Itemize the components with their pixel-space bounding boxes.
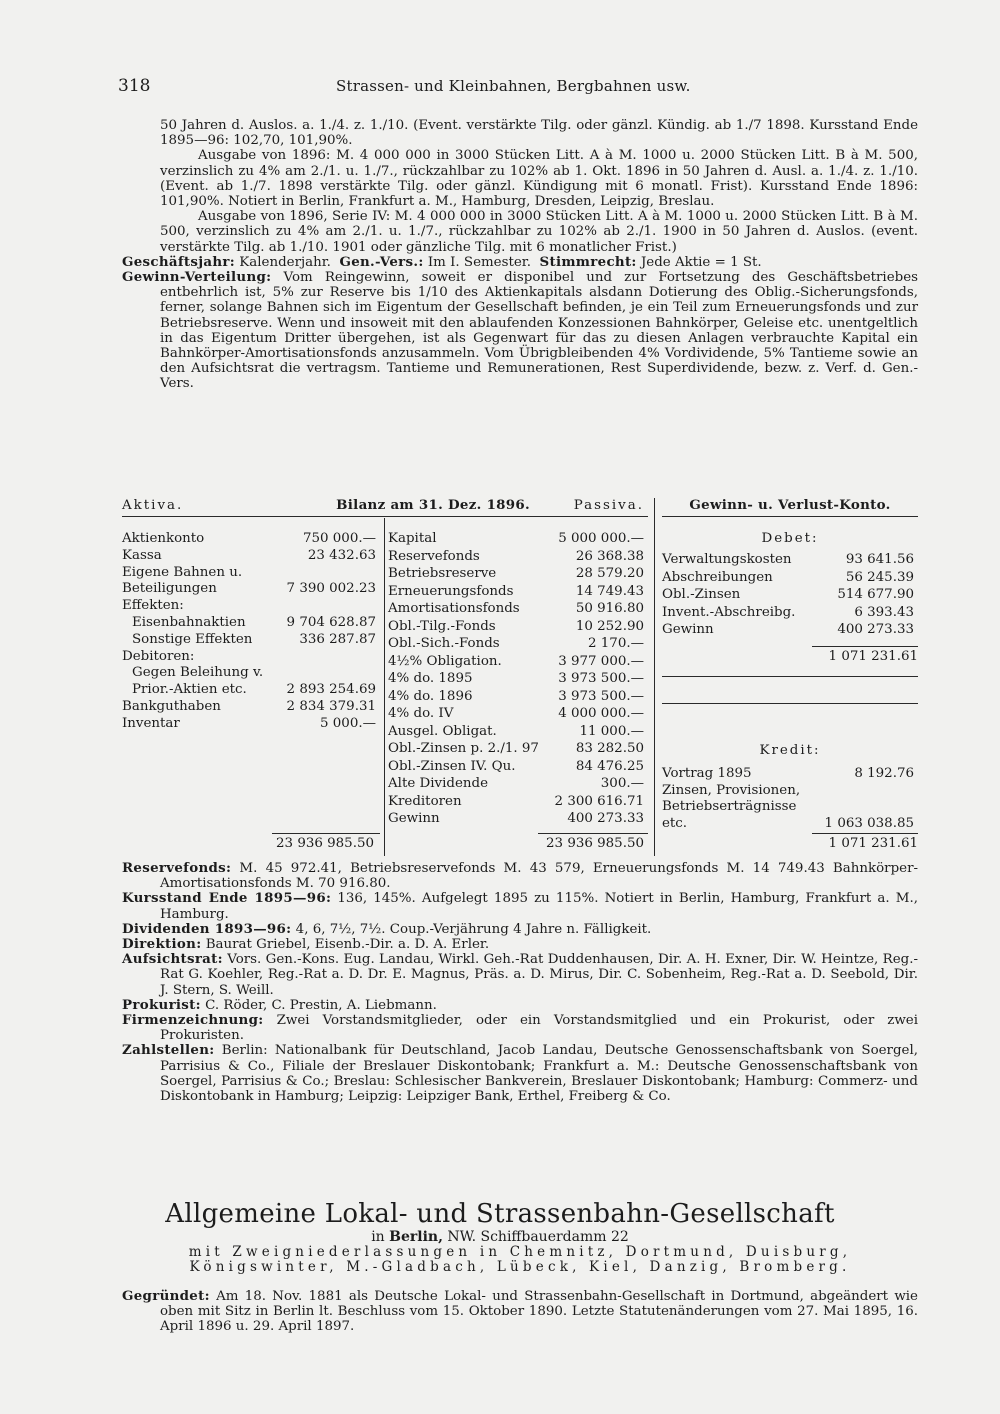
debet-label: Invent.-Abschreibg. — [662, 604, 796, 620]
aktiva-label: Sonstige Effekten — [132, 631, 253, 647]
kredit-label: Zinsen, Provisionen, — [662, 782, 801, 798]
passiva-label: 4½% Obligation. — [388, 653, 502, 669]
debet-label: Verwaltungskosten — [662, 552, 792, 567]
kredit-label: Betriebserträgnisse — [662, 799, 797, 814]
detail-paragraph — [122, 1013, 918, 1043]
bond-issues-section — [122, 118, 918, 392]
aktiva-value: 2 834 379.31 — [286, 699, 376, 714]
company-title: Allgemeine Lokal- und Strassenbahn-Gesellschaft — [165, 1199, 835, 1229]
detail-text: 4, 6, 7½, 7½. Coup.-Verjährung 4 Jahre n. Fälligkeit. — [295, 921, 652, 937]
detail-label: Reservefonds: — [122, 860, 232, 876]
passiva-value: 50 916.80 — [575, 601, 644, 616]
passiva-label: Amortisationsfonds — [388, 601, 520, 616]
kredit-row — [662, 816, 918, 832]
passiva-value: 3 973 500.— — [558, 688, 644, 704]
detail-label: Aufsichtsrat: — [122, 951, 223, 968]
aktiva-value: 7 390 002.23 — [286, 581, 376, 597]
aktiva-label: Prior.-Aktien etc. — [132, 682, 247, 698]
debet-value: 56 245.39 — [845, 569, 914, 585]
geschaeftsjahr-line — [122, 255, 918, 270]
gewinn-verteilung-text: Vom Reingewinn, soweit er disponibel und zur Fortsetzung des Geschäftsbetriebes entbehrlich ist, 5% zur Reserve bis 1/10 des Aktienkapitals alsdann Dotierung des Oblig.-Sicherungsfonds, ferner, solange Bahnen sich im Eigentum der Gesellschaft befinden, je ein Teil zum Erneuerungsfonds und zur Betriebsreserve. Wenn und insoweit mit den ablaufenden Konzessionen Bahnkörper, Geleise etc. unentgeltlich in das Eigentum Dritter übergehen, ist als Gegenwart für das zu diesen Anlagen verbrauchte Kapital ein Bahnkörper-Amortisationsfonds anzusammeln. Vom Übrigbleibenden 4% Vordividende, 5% Tantieme sowie an den Aufsichtsrat die vertragsm. Tantieme und Remunerationen, Rest Superdividende, bezw. z. Verf. d. Gen.-Vers. — [160, 270, 918, 392]
passiva-row — [388, 706, 648, 722]
detail-paragraph — [122, 937, 918, 952]
aktiva-row — [122, 581, 380, 597]
passiva-label: 4% do. 1896 — [388, 688, 473, 704]
detail-label: Firmenzeichnung: — [122, 1012, 264, 1029]
aktiva-row — [122, 598, 380, 614]
running-head — [0, 76, 1000, 98]
passiva-value: 300.— — [600, 776, 644, 791]
geschaeftsjahr-text: Kalenderjahr. — [239, 254, 331, 270]
aktiva-row — [122, 615, 380, 631]
aktiva-row — [122, 548, 380, 564]
detail-label: Kursstand Ende 1895—96: — [122, 890, 332, 907]
aktiva-value: 23 432.63 — [307, 547, 376, 563]
detail-paragraph — [122, 891, 918, 921]
gen-vers-text: Im I. Semester. — [427, 254, 531, 270]
kredit-row — [662, 799, 918, 815]
debet-row — [662, 570, 918, 586]
passiva-row — [388, 549, 648, 565]
debet-label: Obl.-Zinsen — [662, 587, 741, 602]
total-rule — [538, 833, 648, 834]
detail-label: Zahlstellen: — [122, 1042, 215, 1059]
debet-label: Abschreibungen — [662, 569, 773, 585]
passiva-value: 4 000 000.— — [558, 706, 644, 721]
stimmrecht-text: Jede Aktie = 1 St. — [640, 254, 762, 270]
passiva-value: 83 282.50 — [575, 741, 644, 756]
aktiva-row — [122, 632, 380, 648]
company-address-line — [0, 1229, 1000, 1245]
passiva-label: 4% do. IV — [388, 706, 454, 721]
passiva-row — [388, 794, 648, 810]
detail-paragraph — [122, 1043, 918, 1104]
detail-text: Berlin: Nationalbank für Deutschland, Jacob Landau, Deutsche Genossenschaftsbank von Soergel, Parrisius & Co., Filiale der Breslauer Diskontobank; Frankfurt a. M.: Deutsche Genossenschaftsbank von Soergel, Parrisius & Co.; Breslau: Schlesischer Bankverein, Breslauer Diskontobank; Hamburg: Commerz- und Diskontobank in Hamburg; Leipzig: Leipziger Bank, Erthel, Freiberg & Co. — [160, 1043, 918, 1105]
passiva-value: 2 300 616.71 — [554, 793, 644, 809]
passiva-value: 400 273.33 — [567, 811, 644, 826]
intro-paragraph: Ausgabe von 1896, Serie IV: M. 4 000 000 in 3000 Stücken Litt. A à M. 1000 u. 2000 Stücken Litt. B à M. 500, verzinslich zu 4% am 2./1. u. 1./7., rückzahlbar zu 102% ab 2./1. 1900 in 50 Jahren d. Auslos. (event. verstärkte Tilg. ab 1./10. 1901 oder gänzliche Tilg. mit 6 monatlicher Frist.) — [160, 209, 918, 255]
header-title: Strassen- und Kleinbahnen, Bergbahnen usw. — [336, 77, 691, 95]
page-number: 318 — [118, 76, 151, 96]
passiva-row — [388, 531, 648, 547]
passiva-label: Kreditoren — [388, 793, 462, 809]
kredit-label: etc. — [662, 815, 688, 831]
guv-title: Gewinn- u. Verlust-Konto. — [689, 497, 891, 513]
passiva-label: 4% do. 1895 — [388, 671, 473, 686]
rule — [662, 703, 918, 704]
aktiva-label: Bankguthaben — [122, 699, 221, 714]
aktiva-heading: Aktiva. — [122, 498, 184, 513]
passiva-heading: Passiva. — [573, 498, 644, 513]
debet-total: 1 071 231.61 — [828, 649, 918, 664]
founded-paragraph — [122, 1289, 918, 1335]
kredit-total: 1 071 231.61 — [828, 836, 918, 851]
passiva-label: Betriebsreserve — [388, 566, 497, 581]
address-prefix: in — [371, 1229, 385, 1245]
aktiva-label: Debitoren: — [122, 648, 195, 664]
detail-text: 136, 145%. Aufgelegt 1895 zu 115%. Notiert in Berlin, Hamburg, Frankfurt a. M., Hamburg. — [160, 891, 918, 922]
aktiva-row — [122, 649, 380, 665]
aktiva-label: Beteiligungen — [122, 581, 217, 597]
aktiva-row — [122, 665, 380, 681]
passiva-row — [388, 811, 648, 827]
aktiva-label: Inventar — [122, 715, 180, 731]
aktiva-label: Eisenbahnaktien — [132, 615, 246, 630]
detail-paragraph — [122, 998, 918, 1013]
aktiva-total: 23 936 985.50 — [276, 836, 374, 851]
rule — [662, 676, 918, 677]
detail-label: Dividenden 1893—96: — [122, 920, 292, 937]
detail-text: Zwei Vorstandsmitglieder, oder ein Vorstandsmitglied und ein Prokurist, oder zwei Prokuristen. — [160, 1013, 919, 1044]
founded-text: Am 18. Nov. 1881 als Deutsche Lokal- und Strassenbahn-Gesellschaft in Dortmund, abgeändert wie oben mit Sitz in Berlin lt. Beschluss vom 15. Oktober 1890. Letzte Statutenänderungen vom 27. Mai 1895, 16. April 1896 u. 29. April 1897. — [160, 1289, 918, 1335]
kredit-row — [662, 783, 918, 799]
total-rule — [272, 833, 380, 834]
passiva-header-row — [388, 498, 648, 514]
passiva-label: Obl.-Tilg.-Fonds — [388, 618, 496, 634]
debet-value: 6 393.43 — [854, 604, 914, 620]
aktiva-row — [122, 716, 380, 732]
passiva-row — [388, 689, 648, 705]
aktiva-row — [122, 699, 380, 715]
passiva-value: 2 170.— — [588, 636, 644, 651]
passiva-value: 14 749.43 — [575, 583, 644, 599]
intro-paragraph: 50 Jahren d. Auslos. a. 1./4. z. 1./10. (Event. verstärkte Tilg. oder gänzl. Kündig. ab 1./7 1898. Kursstand Ende 1895—96: 102,70, 101,90%. — [160, 118, 918, 149]
kredit-total-row — [662, 836, 918, 852]
passiva-label: Alte Dividende — [388, 776, 488, 791]
aktiva-total-row — [122, 836, 380, 852]
passiva-label: Kapital — [388, 531, 437, 546]
detail-text: C. Röder, C. Prestin, A. Liebmann. — [205, 997, 437, 1013]
intro-paragraph: Ausgabe von 1896: M. 4 000 000 in 3000 Stücken Litt. A à M. 1000 u. 2000 Stücken Litt. B à M. 500, verzinslich zu 4% am 2./1. u. 1./7., rückzahlbar zu 102% ab 1. Okt. 1896 in 50 Jahren d. Ausl. a. 1./4. z. 1./10. (Event. ab 1./7. 1898 verstärkte Tilg. oder gänzl. Kündigung mit 6 monatl. Frist). Kursstand Ende 1896: 101,90%. Notiert in Berlin, Frankfurt a. M., Hamburg, Dresden, Leipzig, Breslau. — [160, 148, 918, 210]
passiva-row — [388, 741, 648, 757]
kredit-label: Vortrag 1895 — [662, 766, 752, 781]
passiva-value: 26 368.38 — [575, 548, 644, 564]
gen-vers-label: Gen.-Vers.: — [339, 253, 424, 270]
passiva-value: 11 000.— — [579, 723, 644, 739]
passiva-row — [388, 776, 648, 792]
passiva-row — [388, 759, 648, 775]
passiva-value: 28 579.20 — [575, 566, 644, 581]
detail-text: Vors. Gen.-Kons. Eug. Landau, Wirkl. Geh.-Rat Duddenhausen, Dir. A. H. Exner, Dir. W. Heintze, Reg.-Rat G. Koehler, Reg.-Rat a. D. Dr. E. Magnus, Präs. a. D. Mirus, Dir. C. Sobenheim, Reg.-Rat a. D. Seebold, Dir. J. Stern, S. Weill. — [160, 952, 918, 998]
passiva-value: 3 973 500.— — [558, 671, 644, 686]
column-rule — [384, 518, 385, 856]
kredit-header-row — [662, 743, 918, 759]
aktiva-label: Eigene Bahnen u. — [122, 564, 243, 580]
aktiva-row — [122, 682, 380, 698]
debet-row — [662, 552, 918, 568]
passiva-value: 5 000 000.— — [558, 531, 644, 546]
passiva-row — [388, 584, 648, 600]
aktiva-value: 2 893 254.69 — [286, 682, 376, 698]
passiva-label: Reservefonds — [388, 548, 480, 564]
passiva-label: Gewinn — [388, 811, 440, 826]
passiva-value: 84 476.25 — [575, 758, 644, 774]
passiva-row — [388, 654, 648, 670]
rule — [662, 516, 918, 517]
detail-paragraph — [122, 952, 918, 998]
detail-text: M. 45 972.41, Betriebsreservefonds M. 43 579, Erneuerungsfonds M. 14 749.43 Bahnkörper-Amortisationsfonds M. 70 916.80. — [160, 861, 918, 892]
passiva-label: Ausgel. Obligat. — [388, 723, 497, 739]
aktiva-label: Kassa — [122, 547, 162, 563]
kredit-value: 1 063 038.85 — [824, 815, 914, 831]
debet-row — [662, 605, 918, 621]
detail-paragraph — [122, 922, 918, 937]
debet-row — [662, 587, 918, 603]
kredit-heading: Kredit: — [759, 743, 821, 758]
passiva-label: Erneuerungsfonds — [388, 583, 514, 599]
passiva-value: 3 977 000.— — [558, 653, 644, 669]
kredit-row — [662, 766, 918, 782]
passiva-row — [388, 619, 648, 635]
passiva-row — [388, 671, 648, 687]
bilanz-title: Bilanz am 31. Dez. 1896. — [336, 497, 530, 513]
company-branches: mit Zweigniederlassungen in Chemnitz, Dortmund, Duisburg, Königswinter, M.-Gladbach, Lübeck, Kiel, Danzig, Bromberg. — [188, 1244, 852, 1275]
gewinn-verteilung-label: Gewinn-Verteilung: — [122, 269, 272, 286]
passiva-label: Obl.-Zinsen IV. Qu. — [388, 758, 516, 774]
aktiva-value: 336 287.87 — [299, 631, 376, 647]
aktiva-row — [122, 565, 380, 581]
debet-value: 400 273.33 — [837, 622, 914, 637]
detail-text: Baurat Griebel, Eisenb.-Dir. a. D. A. Erler. — [205, 937, 490, 953]
detail-label: Prokurist: — [122, 996, 201, 1013]
passiva-label: Obl.-Zinsen p. 2./1. 97 — [388, 741, 539, 756]
passiva-value: 10 252.90 — [575, 618, 644, 634]
debet-total-row — [662, 649, 918, 665]
founded-label: Gegründet: — [122, 1288, 210, 1304]
aktiva-header-row — [122, 497, 530, 514]
company-address: NW. Schiffbauerdamm 22 — [447, 1229, 629, 1245]
passiva-label: Obl.-Sich.-Fonds — [388, 636, 500, 651]
aktiva-value: 5 000.— — [320, 715, 376, 731]
aktiva-row — [122, 531, 380, 547]
details-section — [122, 861, 918, 1104]
company-city: Berlin, — [389, 1229, 443, 1245]
guv-header-row — [662, 498, 918, 514]
rule — [122, 516, 648, 517]
debet-value: 93 641.56 — [845, 552, 914, 567]
debet-label: Gewinn — [662, 622, 714, 637]
column-rule — [654, 498, 655, 856]
aktiva-value: 750 000.— — [302, 531, 376, 546]
kredit-value: 8 192.76 — [854, 766, 914, 781]
passiva-row — [388, 601, 648, 617]
debet-row — [662, 622, 918, 638]
debet-value: 514 677.90 — [837, 587, 914, 602]
detail-paragraph — [122, 861, 918, 891]
passiva-row — [388, 566, 648, 582]
founded-section — [122, 1289, 918, 1335]
passiva-total-row — [388, 836, 648, 852]
balance-sheet-section — [122, 498, 918, 858]
aktiva-label: Effekten: — [122, 598, 184, 614]
passiva-row — [388, 636, 648, 652]
gewinn-verteilung-paragraph — [122, 270, 918, 392]
detail-label: Direktion: — [122, 936, 202, 953]
aktiva-label: Aktienkonto — [122, 531, 205, 546]
passiva-total: 23 936 985.50 — [546, 836, 644, 851]
aktiva-label: Gegen Beleihung v. — [132, 665, 264, 681]
debet-heading: Debet: — [761, 531, 819, 546]
aktiva-value: 9 704 628.87 — [286, 615, 376, 630]
passiva-row — [388, 724, 648, 740]
total-rule — [812, 833, 918, 834]
stimmrecht-label: Stimmrecht: — [539, 253, 637, 270]
total-rule — [812, 646, 918, 647]
debet-header-row — [662, 531, 918, 547]
geschaeftsjahr-label: Geschäftsjahr: — [122, 253, 235, 270]
